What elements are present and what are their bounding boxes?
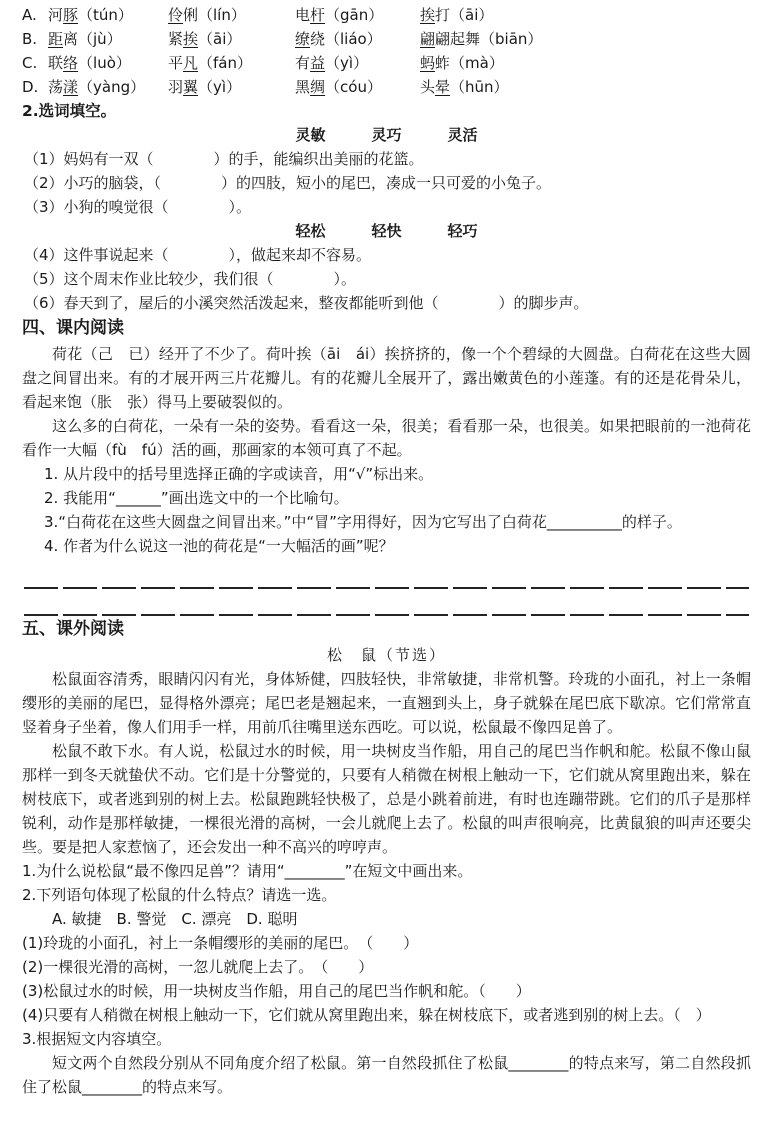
word-pinyin-item: 紧挨（āi） [168,30,242,48]
pinyin-row [22,51,751,75]
passage-title: 松 鼠（节选） [326,646,446,664]
word-pinyin-item: 河豚（tún） [48,6,133,24]
subquestion-item: (4)只要有人稍微在树根上触动一下，它们就从窝里跑出来，躲在树枝底下，或者逃到别的树上去。（ ） [22,1006,711,1024]
word-bank [22,219,751,243]
question-item: 1.为什么说松鼠“最不像四足兽”？请用“________”在短文中画出来。 [22,862,473,880]
word-pinyin-item: 挨打（āi） [420,6,494,24]
section5-subitems [22,931,751,1027]
word-pinyin-item: 蚂蚱（mà） [420,54,504,72]
word-pinyin-item: 头晕（hūn） [420,78,509,96]
word-pinyin-item: 电杆（gān） [295,6,384,24]
word-pinyin-item: 有益（yì） [295,54,369,72]
fill-blank-item: （4）这件事说起来（ ），做起来却不容易。 [24,246,372,264]
word-pinyin-item: 联络（luò） [48,54,131,72]
word-bank-item: 灵敏 [295,126,326,144]
pinyin-row [22,75,751,99]
word-pinyin-item: 平凡（fán） [168,54,253,72]
fill-blank-item: （5）这个周末作业比较少，我们很（ ）。 [24,270,357,288]
fill-blank-item: （3）小狗的嗅觉很（ ）。 [24,198,252,216]
word-fill-block [22,123,751,315]
row-label: A. [22,6,37,24]
word-bank-item: 轻快 [371,222,402,240]
section4-questions [22,462,751,558]
section2-title: 2.选词填空。 [22,102,117,120]
passage-paragraph: 荷花（己 已）经开了不少了。荷叶挨（āi ái）挨挤挤的，像一个个碧绿的大圆盘。白荷花在这些大圆盘之间冒出来。有的才展开两三片花瓣儿。有的花瓣儿全展开了，露出嫩黄色的小莲蓬。有的还是花骨朵儿，看起来饱（胀 张）得马上要破裂似的。 [22,345,751,411]
subquestion-item: (2)一棵很光滑的高树，一忽儿就爬上去了。 （ ） [22,958,374,976]
question-item: 4. 作者为什么说这一池的荷花是“一大幅活的画”呢？ [44,537,394,555]
word-bank-item: 轻巧 [447,222,478,240]
word-bank-item: 轻松 [295,222,326,240]
word-pinyin-item: 黑绸（cóu） [295,78,382,96]
passage-paragraph: 松鼠不敢下水。有人说，松鼠过水的时候，用一块树皮当作船，用自己的尾巴当作帆和舵。松鼠不像山鼠那样一到冬天就蛰伏不动。它们是十分警觉的，只要有人稍微在树根上触动一下，它们就从窝里跑出来，躲在树枝底下，或者逃到别的树上去。松鼠跑跳轻快极了，总是小跳着前进，有时也连蹦带跳。它们的爪子是那样锐利，动作是那样敏捷，一棵很光滑的高树，一会儿就爬上去了。松鼠的叫声很响亮，比黄鼠狼的叫声还要尖些。要是把人家惹恼了，还会发出一种不高兴的哼哼声。 [22,742,751,856]
word-pinyin-item: 伶俐（lín） [168,6,246,24]
fill-blank-item: （2）小巧的脑袋，（ ）的四肢，短小的尾巴，凑成一只可爱的小兔子。 [24,174,552,192]
lotus-passage [22,342,751,462]
row-label: C. [22,54,38,72]
squirrel-passage [22,667,751,859]
fill-blank-item: （1）妈妈有一双（ ）的手，能编织出美丽的花篮。 [24,150,424,168]
word-bank-item: 灵活 [447,126,478,144]
word-pinyin-item: 缭绕（liáo） [295,30,382,48]
pinyin-row [22,27,751,51]
section5-title: 五、课外阅读 [22,619,124,639]
question-item: 3.“白荷花在这些大圆盘之间冒出来。”中“冒”字用得好，因为它写出了白荷花__________的样子。 [44,513,682,531]
question-item: 2.下列语句体现了松鼠的什么特点？请选一选。 [22,886,337,904]
word-bank [22,123,751,147]
word-pinyin-item: 翩翩起舞（biān） [420,30,543,48]
pinyin-choice-block [22,3,751,99]
word-pinyin-item: 荡漾（yàng） [48,78,146,96]
section5-questions [22,859,751,907]
section5-q3-title: 3.根据短文内容填空。 [22,1030,172,1048]
passage-paragraph: 松鼠面容清秀，眼睛闪闪有光，身体矫健，四肢轻快，非常敏捷，非常机警。玲珑的小面孔，衬上一条帽缨形的美丽的尾巴，显得格外漂亮；尾巴老是翘起来，一直翘到头上，身子就躲在尾巴底下歇凉。它们常常直竖着身子坐着，像人们用手一样，用前爪往嘴里送东西吃。可以说，松鼠最不像四足兽了。 [22,670,751,736]
section4-title: 四、课内阅读 [22,318,124,338]
question-item: 2. 我能用“______”画出选文中的一个比喻句。 [44,489,349,507]
passage-paragraph: 这么多的白荷花，一朵有一朵的姿势。看看这一朵，很美；看看那一朵，也很美。如果把眼前的一池荷花看作一大幅（fù fú）活的画，那画家的本领可真了不起。 [22,417,751,459]
option-list: A. 敏捷 B. 警觉 C. 漂亮 D. 聪明 [52,910,298,928]
fill-blank-item: （6）春天到了，屋后的小溪突然活泼起来，整夜都能听到他（ ）的脚步声。 [24,294,589,312]
question-item: 1. 从片段中的括号里选择正确的字或读音，用“√”标出来。 [44,465,434,483]
subquestion-item: (1)玲珑的小面孔，衬上一条帽缨形的美丽的尾巴。 （ ） [22,934,419,952]
row-label: B. [22,30,38,48]
word-pinyin-item: 羽翼（yì） [168,78,242,96]
answer-line[interactable] [24,562,749,589]
word-bank-item: 灵巧 [371,126,402,144]
pinyin-row [22,3,751,27]
fill-item-group [22,243,751,315]
word-pinyin-item: 距离（jù） [48,30,122,48]
row-label: D. [22,78,39,96]
subquestion-item: (3)松鼠过水的时候，用一块树皮当作船，用自己的尾巴当作帆和舵。（ ） [22,982,531,1000]
fill-item-group [22,147,751,219]
answer-line[interactable] [24,589,749,616]
section5-q3-text: 短文两个自然段分别从不同角度介绍了松鼠。第一自然段抓住了松鼠________的特点来写，第二自然段抓住了松鼠________的特点来写。 [22,1054,751,1096]
